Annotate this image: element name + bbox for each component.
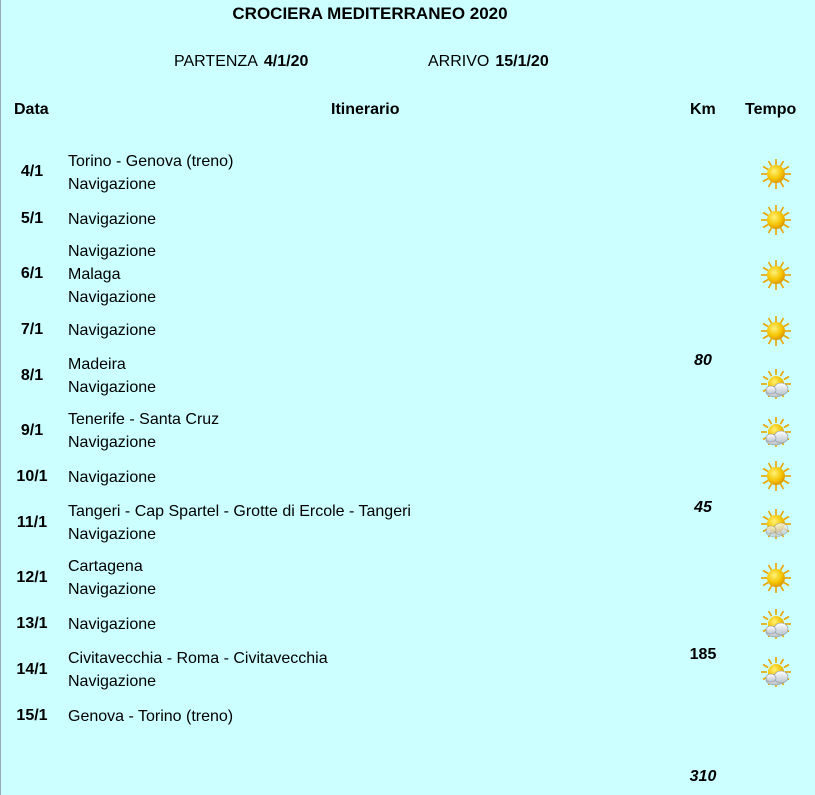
row-itinerary (68, 466, 156, 489)
row-itinerary (68, 555, 156, 601)
itinerary-line: Navigazione (68, 289, 157, 306)
itinerary-line: Navigazione (68, 526, 157, 543)
itinerary-line: Navigazione (68, 322, 157, 339)
header-km: Km (690, 101, 716, 118)
header-date: Data (14, 101, 49, 118)
row-itinerary (68, 208, 156, 231)
sun-icon (760, 315, 792, 347)
departure-value: 4/1/20 (263, 53, 309, 70)
itinerary-line: Navigazione (68, 581, 157, 598)
row-date: 8/1 (20, 367, 44, 384)
itinerary-line: Cartagena (68, 558, 143, 575)
sun-cloud-icon (760, 608, 792, 640)
row-itinerary (68, 408, 219, 454)
header-weather: Tempo (745, 101, 797, 118)
row-date: 11/1 (16, 514, 48, 531)
row-itinerary (68, 613, 156, 636)
arrival (428, 53, 549, 71)
header-itinerary: Itinerario (331, 101, 400, 118)
row-date: 5/1 (20, 210, 44, 227)
itinerary-line: Genova - Torino (treno) (68, 708, 234, 725)
sun-icon (760, 204, 792, 236)
itinerary-line: Tangeri - Cap Spartel - Grotte di Ercole - Tangeri (68, 503, 411, 520)
itinerary-line: Navigazione (68, 379, 157, 396)
row-date: 9/1 (20, 422, 44, 439)
row-itinerary (68, 240, 156, 309)
row-km: 45 (694, 499, 712, 516)
row-date: 7/1 (20, 321, 44, 338)
total-km: 310 (689, 768, 717, 785)
sun-cloud-icon (760, 416, 792, 448)
row-km: 80 (694, 352, 712, 369)
sun-partly-cloudy-icon (760, 508, 792, 540)
row-itinerary (68, 647, 328, 693)
arrival-value: 15/1/20 (495, 53, 549, 70)
sun-icon (760, 259, 792, 291)
itinerary-line: Navigazione (68, 673, 157, 690)
row-itinerary (68, 150, 233, 196)
row-itinerary (68, 353, 156, 399)
row-date: 13/1 (16, 615, 48, 632)
itinerary-line: Tenerife - Santa Cruz (68, 411, 220, 428)
itinerary-line: Navigazione (68, 243, 157, 260)
row-itinerary (68, 705, 233, 728)
row-itinerary (68, 500, 411, 546)
itinerary-line: Navigazione (68, 211, 157, 228)
sun-cloud-icon (760, 656, 792, 688)
itinerary-line: Navigazione (68, 176, 157, 193)
sun-icon (760, 562, 792, 594)
row-date: 4/1 (20, 163, 44, 180)
page-title: CROCIERA MEDITERRANEO 2020 (232, 4, 508, 23)
arrival-label: ARRIVO (428, 53, 490, 70)
itinerary-line: Madeira (68, 356, 126, 373)
row-date: 14/1 (16, 661, 48, 678)
itinerary-line: Navigazione (68, 469, 157, 486)
departure-label: PARTENZA (174, 53, 258, 70)
row-date: 15/1 (16, 707, 48, 724)
row-date: 12/1 (16, 569, 48, 586)
itinerary-line: Malaga (68, 266, 121, 283)
sun-icon (760, 460, 792, 492)
row-km: 185 (689, 646, 717, 663)
row-date: 10/1 (16, 468, 48, 485)
sun-icon (760, 158, 792, 190)
row-date: 6/1 (20, 265, 44, 282)
itinerary-line: Navigazione (68, 434, 157, 451)
row-itinerary (68, 319, 156, 342)
itinerary-line: Torino - Genova (treno) (68, 153, 234, 170)
departure (174, 53, 308, 71)
sun-cloud-icon (760, 368, 792, 400)
itinerary-line: Civitavecchia - Roma - Civitavecchia (68, 650, 328, 667)
itinerary-line: Navigazione (68, 616, 157, 633)
